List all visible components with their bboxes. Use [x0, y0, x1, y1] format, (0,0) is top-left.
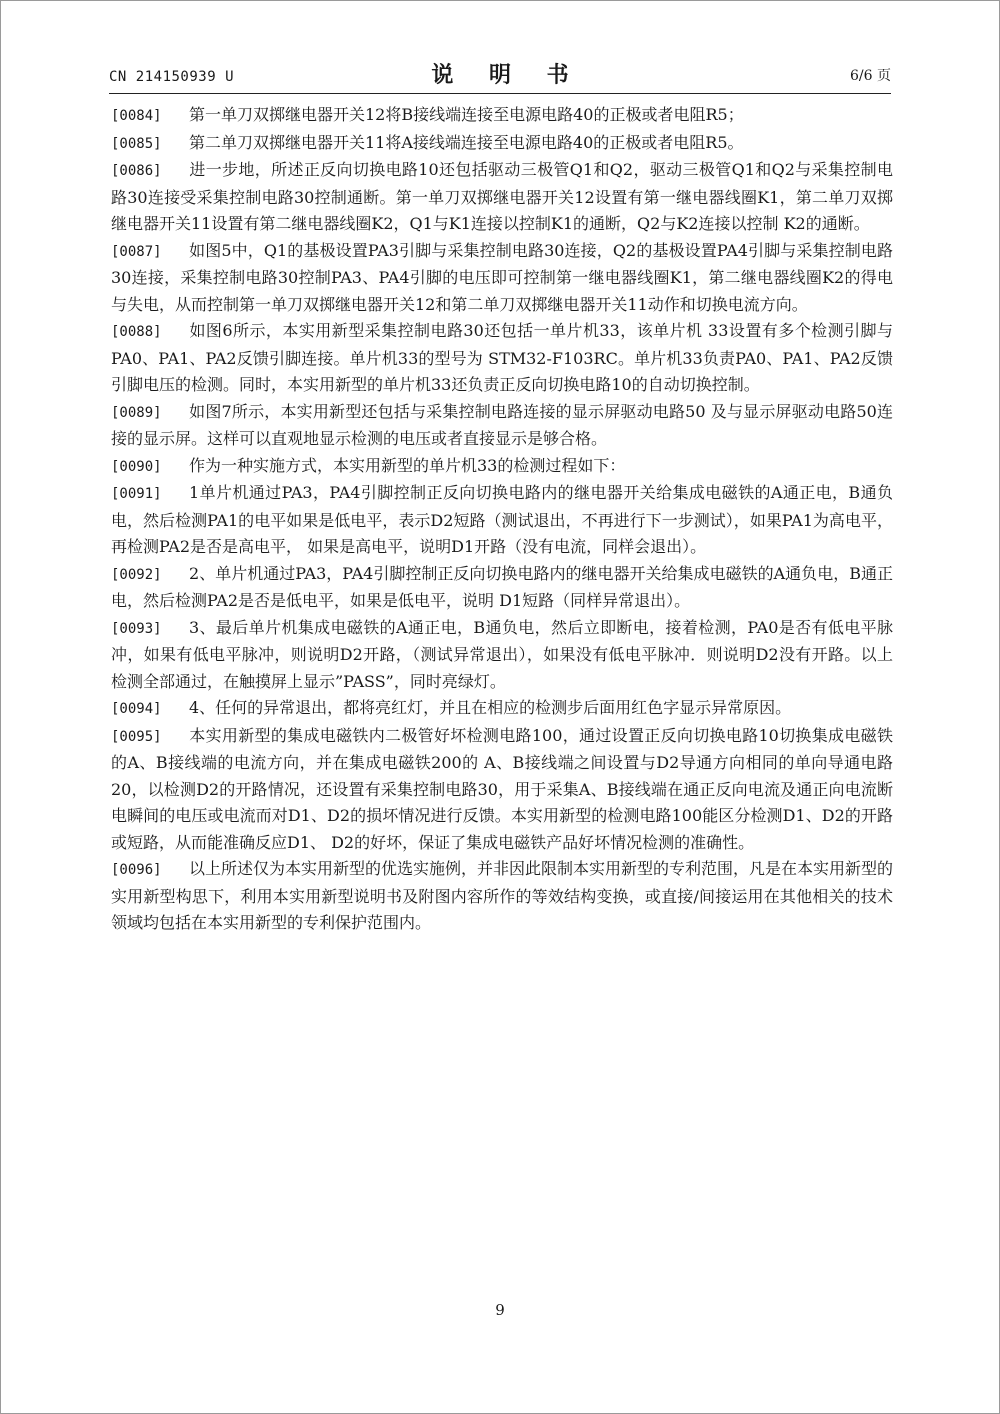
paragraph-text: 如图7所示，本实用新型还包括与采集控制电路连接的显示屏驱动电路50 及与显示屏驱动电路50连接的显示屏。这样可以直观地显示检测的电压或者直接显示是够合格。: [111, 401, 893, 448]
publication-number: CN 214150939 U: [109, 69, 235, 85]
paragraph-text: 3、最后单片机集成电磁铁的A通正电，B通负电，然后立即断电，接着检测，PA0是否有低电平脉冲，如果有低电平脉冲，则说明D2开路，（测试异常退出），如果没有低电平脉冲．则说明D2没有开路。以上检测全部通过，在触摸屏上显示”PASS”，同时亮绿灯。: [111, 617, 893, 691]
paragraph-number: [0094]: [111, 701, 162, 717]
page-number: 9: [495, 1301, 505, 1319]
paragraph-0087: [111, 238, 893, 319]
paragraph-text: 如图5中，Q1的基极设置PA3引脚与采集控制电路30连接，Q2的基极设置PA4引脚与采集控制电路30连接，采集控制电路30控制PA3、PA4引脚的电压即可控制第一继电器线圈K1，第二继电器线圈K2的得电与失电，从而控制第一单刀双掷继电器开关12和第二单刀双掷继电器开关11动作和切换电流方向。: [111, 240, 893, 314]
paragraph-text: 如图6所示，本实用新型采集控制电路30还包括一单片机33，该单片机 33设置有多个检测引脚与PA0、PA1、PA2反馈引脚连接。单片机33的型号为 STM32-F103RC。单片机33负责PA0、PA1、PA2反馈引脚电压的检测。同时，本实用新型的单片机33还负责正反向切换电路10的自动切换控制。: [111, 321, 893, 394]
paragraph-0088: [111, 318, 893, 399]
page-header: [109, 59, 891, 91]
paragraph-number: [0093]: [111, 620, 162, 637]
paragraph-text: 本实用新型的集成电磁铁内二极管好坏检测电路100，通过设置正反向切换电路10切换集成电磁铁的A、B接线端的电流方向，并在集成电磁铁200的 A、B接线端之间设置与D2导通方向相同的单向导通电路20，以检测D2的开路情况，还设置有采集控制电路30，用于采集A、B接线端在通正反向电流及通正向电流断电瞬间的电压或电流而对D1、D2的损坏情况进行反馈。本实用新型的检测电路100能区分检测D1、D2的开路或短路，从而能准确反应D1、 D2的好坏，保证了集成电磁铁产品好坏情况检测的准确性。: [111, 725, 893, 852]
paragraph-0094: [111, 695, 893, 723]
document-title: 说 明 书: [431, 62, 583, 88]
paragraph-number: [0089]: [111, 404, 162, 421]
paragraph-number: [0092]: [111, 566, 162, 583]
paragraph-text: 进一步地，所述正反向切换电路10还包括驱动三极管Q1和Q2，驱动三极管Q1和Q2与采集控制电路30连接受采集控制电路30控制通断。第一单刀双掷继电器开关12设置有第一继电器线圈K1，第二单刀双掷继电器开关11设置有第二继电器线圈K2，Q1与K1连接以控制K1的通断，Q2与K2连接以控制 K2的通断。: [111, 160, 893, 233]
paragraph-number: [0088]: [111, 324, 162, 340]
paragraph-text: 作为一种实施方式，本实用新型的单片机33的检测过程如下：: [189, 455, 626, 475]
paragraph-0095: [111, 723, 893, 857]
paragraph-text: 第一单刀双掷继电器开关12将B接线端连接至电源电路40的正极或者电阻R5；: [189, 105, 744, 124]
paragraph-0092: [111, 561, 893, 615]
paragraph-text: 4、任何的异常退出，都将亮红灯，并且在相应的检测步后面用红色字显示异常原因。: [189, 698, 792, 717]
document-body: [111, 102, 893, 937]
paragraph-text: 2、单片机通过PA3，PA4引脚控制正反向切换电路内的继电器开关给集成电磁铁的A通负电，B通正电，然后检测PA2是否是低电平，如果是低电平，说明 D1短路（同样异常退出）。: [111, 563, 893, 610]
paragraph-number: [0096]: [111, 862, 162, 878]
paragraph-0089: [111, 399, 893, 453]
paragraph-0085: [111, 130, 893, 158]
paragraph-number: [0087]: [111, 243, 162, 260]
header-rule: [109, 93, 891, 94]
paragraph-0093: [111, 615, 893, 696]
paragraph-number: [0090]: [111, 458, 162, 475]
paragraph-0086: [111, 157, 893, 238]
paragraph-number: [0085]: [111, 135, 162, 152]
paragraph-text: 以上所述仅为本实用新型的优选实施例，并非因此限制本实用新型的专利范围，凡是在本实用新型的实用新型构思下，利用本实用新型说明书及附图内容所作的等效结构变换，或直接/间接运用在其他相关的技术领域均包括在本实用新型的专利保护范围内。: [111, 859, 894, 932]
paragraph-0090: [111, 453, 893, 481]
paragraph-number: [0086]: [111, 163, 162, 179]
paragraph-number: [0091]: [111, 486, 162, 502]
paragraph-number: [0084]: [111, 108, 162, 124]
page-count: 6/6 页: [850, 68, 891, 84]
paragraph-text: 第二单刀双掷继电器开关11将A接线端连接至电源电路40的正极或者电阻R5。: [189, 132, 744, 152]
paragraph-0091: [111, 480, 893, 561]
paragraph-0084: [111, 102, 893, 130]
paragraph-text: 1单片机通过PA3，PA4引脚控制正反向切换电路内的继电器开关给集成电磁铁的A通正电，B通负电，然后检测PA1的电平如果是低电平，表示D2短路（测试退出，不再进行下一步测试），如果PA1为高电平，再检测PA2是否是高电平， 如果是高电平，说明D1开路（没有电流，同样会退出）。: [111, 483, 893, 556]
paragraph-0096: [111, 856, 893, 937]
paragraph-number: [0095]: [111, 728, 162, 745]
